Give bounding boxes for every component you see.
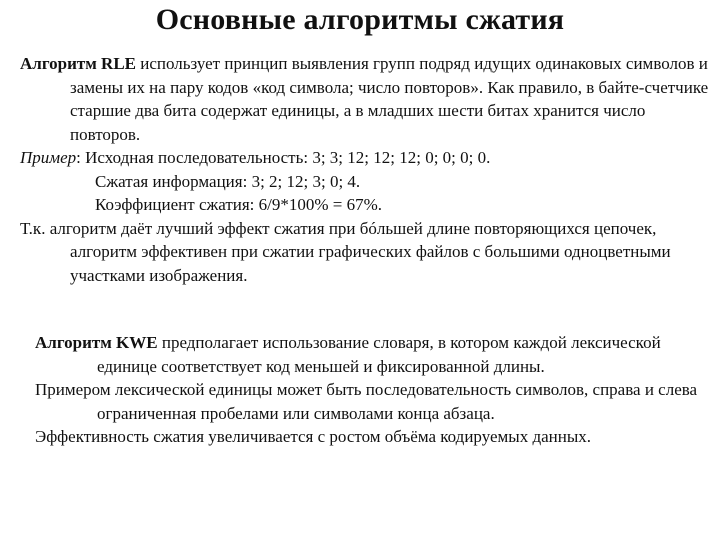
rle-section bbox=[20, 52, 710, 287]
kwe-section bbox=[35, 331, 715, 449]
kwe-efficiency: Эффективность сжатия увеличивается с ростом объёма кодируемых данных. bbox=[35, 427, 592, 446]
rle-conclusion: Т.к. алгоритм даёт лучший эффект сжатия при бóльшей длине повторяющихся цепочек, алгоритм эффективен при сжатии графических файлов с большими одноцветными участками изображения. bbox=[20, 218, 671, 285]
kwe-term: Алгоритм KWE bbox=[35, 333, 158, 352]
rle-compressed: Сжатая информация: 3; 2; 12; 3; 0; 4. bbox=[95, 171, 361, 191]
kwe-description bbox=[35, 331, 715, 378]
slide-title: Основные алгоритмы сжатия bbox=[155, 3, 565, 36]
rle-example bbox=[20, 146, 710, 170]
rle-description-text: использует принцип выявления групп подряд идущих одинаковых символов и замены их на пару кодов «код символа; число повторов». Как правило, в байте-счетчике старшие два бита содержат единицы, а в младших шести битах хранится число повторов. bbox=[70, 54, 709, 144]
rle-example-text: : Исходная последовательность: 3; 3; 12; 12; 12; 0; 0; 0; 0. bbox=[76, 148, 491, 167]
rle-description bbox=[20, 52, 710, 146]
kwe-example: Примером лексической единицы может быть последовательность символов, справа и слева ограниченная пробелами или символами конца абзаца. bbox=[35, 380, 698, 423]
rle-ratio: Коэффициент сжатия: 6/9*100% = 67%. bbox=[95, 195, 383, 214]
rle-example-label: Пример bbox=[20, 148, 77, 167]
kwe-description-text: предполагает использование словаря, в котором каждой лексической единице соответствует код меньшей и фиксированной длины. bbox=[97, 333, 661, 376]
rle-term: Алгоритм RLE bbox=[20, 54, 136, 73]
